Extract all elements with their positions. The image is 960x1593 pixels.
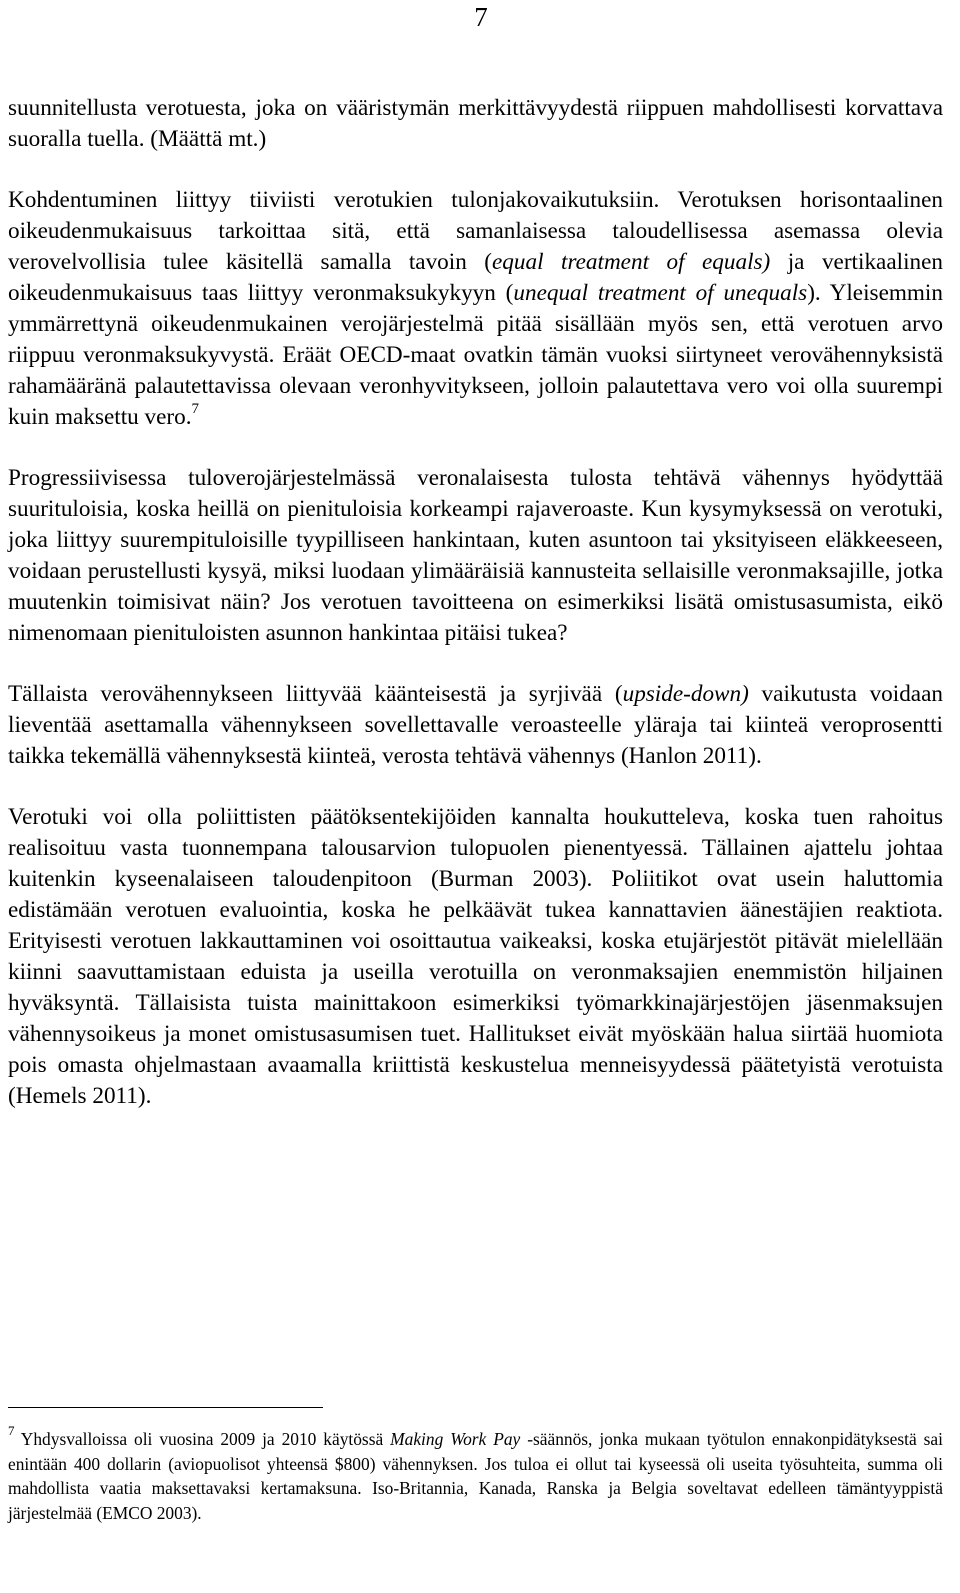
footnote-mark: 7 <box>8 1423 15 1439</box>
page-number: 7 <box>474 2 488 32</box>
paragraph-4 <box>8 679 943 772</box>
paragraph-4-italic-1: upside-down) <box>622 681 749 707</box>
paragraph-2-text-c: ). Yleisemmin ymmärrettynä oikeudenmukainen verojärjestelmä pitää sisällään myös sen, että verotuen arvo riippuu veronmaksukyvystä. Eräät OECD-maat ovatkin tämän vuoksi siirtyneet verovähennyksistä rahamääränä palautettavissa olevaan veronhyvitykseen, jolloin palautettava vero voi olla suurempi kuin maksettu vero. <box>8 280 943 430</box>
paragraph-2-italic-1: equal treatment of equals) <box>492 249 771 275</box>
paragraph-1: suunnitellusta verotuesta, joka on vääristymän merkittävyydestä riippuen mahdollisesti korvattava suoralla tuella. (Määttä mt.) <box>8 95 943 152</box>
paragraph-5: Verotuki voi olla poliittisten päätöksentekijöiden kannalta houkutteleva, koska tuen rahoitus realisoituu vasta tuonnempana talousarvion tulopuolen pienentyessä. Tällainen ajattelu johtaa kuitenkin kyseenalaiseen taloudenpitoon (Burman 2003). Poliitikot ovat usein haluttomia edistämään verotuen evaluointia, koska he pelkäävät tukea kannattavien äänestäjien reaktiota. Erityisesti verotuen lakkauttaminen voi osoittautua vaikeaksi, koska etujärjestöt pitävät mielellään kiinni saavuttamistaan eduista ja useilla verotuilla on veronmaksajien enemmistön hiljainen hyväksyntä. Tällaisista tuista mainittakoon esimerkiksi työmarkkinajärjestöjen jäsenmaksujen vähennysoikeus ja monet omistusasumisen tuet. Hallitukset eivät myöskään halua siirtää huomiota pois omasta ohjelmastaan avaamalla kriittistä keskustelua menneisyydessä päätetyistä verotuista (Hemels 2011). <box>8 804 943 1109</box>
paragraph-3: Progressiivisessa tuloverojärjestelmässä veronalaisesta tulosta tehtävä vähennys hyödyttää suurituloisia, koska heillä on pienituloisia korkeampi rajaveroaste. Kun kysymyksessä on verotuki, joka liittyy suurempituloisille tyypilliseen hankintaan, kuten asuntoon tai yksityiseen eläkkeeseen, voidaan perustellusti kysyä, miksi luodaan ylimääräisiä kannusteita sellaisille veronmaksajille, jotka muutenkin toimisivat näin? Jos verotuen tavoitteena on esimerkiksi lisätä omistusasumista, eikö nimenomaan pienituloisten asunnon hankintaa pitäisi tukea? <box>8 465 943 646</box>
footnote-italic: Making Work Pay <box>390 1429 521 1449</box>
footnote-reference[interactable]: 7 <box>191 401 200 418</box>
footnote-text-a: Yhdysvalloissa oli vuosina 2009 ja 2010 käytössä <box>14 1429 391 1449</box>
paragraph-2 <box>8 185 943 433</box>
footnote-divider <box>8 1407 323 1408</box>
paragraph-4-text-a: Tällaista verovähennykseen liittyvää käänteisestä ja syrjivää ( <box>8 681 623 707</box>
paragraph-2-text-a: Kohdentuminen liittyy tiiviisti verotukien tulonjakovaikutuksiin. Verotuksen horisontaalinen oikeudenmukaisuus tarkoittaa sitä, että samanlaisessa taloudellisessa asemassa olevia verovelvollisia tulee käsitellä samalla tavoin ( <box>8 187 943 275</box>
paragraph-2-text-b: ja vertikaalinen oikeudenmukaisuus taas liittyy veronmaksukykyyn ( <box>8 249 943 306</box>
footnote-text-b: -säännös, jonka mukaan työtulon ennakonpidätyksestä sai enintään 400 dollarin (aviopuolisot yhteensä $800) vähennyksen. Jos tuloa ei ollut tai kyseessä oli useita työsuhteita, summa oli mahdollista vaatia maksettavaksi kertamaksuna. Iso-Britannia, Kanada, Ranska ja Belgia soveltavat edelleen tämäntyyppistä järjestelmää (EMCO 2003). <box>8 1429 943 1523</box>
paragraph-2-italic-2: unequal treatment of unequals <box>513 280 808 306</box>
paragraph-4-text-b: vaikutusta voidaan lieventää asettamalla vähennykseen sovellettavalle veroasteelle yläraja tai kiinteä veroprosentti taikka tekemällä vähennyksestä kiinteä, verosta tehtävä vähennys (Hanlon 2011). <box>8 681 943 769</box>
body-text <box>8 93 943 1112</box>
footnote <box>8 1423 943 1525</box>
